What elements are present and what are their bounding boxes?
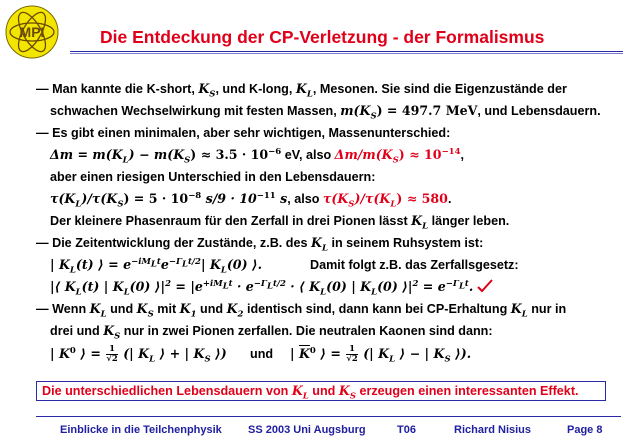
math-expr: ) = 5 · 10 bbox=[123, 191, 189, 206]
connector-und bbox=[250, 344, 273, 364]
superscript: −14 bbox=[441, 146, 461, 157]
math-kl bbox=[295, 81, 313, 100]
fraction-denominator: √2 bbox=[106, 354, 118, 364]
math-ks bbox=[198, 81, 216, 100]
paragraph-cp-conservation bbox=[36, 301, 567, 320]
math-delta-m bbox=[50, 146, 282, 166]
superscript-part: t bbox=[464, 278, 469, 289]
math-expr: (| K bbox=[118, 346, 150, 361]
math-ks bbox=[103, 323, 121, 342]
math-expr: ⟩ = bbox=[315, 346, 346, 361]
subscript: S bbox=[392, 155, 399, 166]
superscript: 2 bbox=[412, 278, 419, 289]
math-symbol: K bbox=[179, 301, 191, 316]
paragraph-neutral-kaons bbox=[50, 323, 493, 342]
math-k0-bar bbox=[290, 344, 472, 365]
superscript: −8 bbox=[188, 190, 202, 201]
math-expr: ) ≈ 580 bbox=[396, 191, 448, 206]
subscript: L bbox=[222, 281, 229, 292]
math-k2 bbox=[226, 301, 244, 320]
subscript: 2 bbox=[237, 309, 244, 320]
math-kl bbox=[89, 301, 107, 320]
superscript: 2 bbox=[165, 278, 171, 289]
superscript-part: −Γ bbox=[445, 278, 459, 289]
math-symbol: K bbox=[198, 81, 210, 96]
superscript-part: +iM bbox=[202, 278, 223, 289]
subscript: L bbox=[149, 354, 156, 365]
superscript: −11 bbox=[256, 190, 276, 201]
math-expr: ) ≈ 10 bbox=[398, 147, 442, 162]
math-symbol: K bbox=[226, 301, 238, 316]
text: drei und bbox=[50, 324, 104, 338]
text: und bbox=[250, 347, 274, 361]
math-k1 bbox=[179, 301, 197, 320]
math-expr: · ⟨ K bbox=[285, 279, 321, 294]
math-expr: ⟩). bbox=[450, 346, 472, 361]
equation-neutral-kaons bbox=[50, 344, 227, 364]
text: erzeugen einen interessanten Effekt. bbox=[355, 384, 579, 398]
logo-text: MPI bbox=[19, 24, 45, 40]
math-expr: ) = 497.7 MeV bbox=[376, 103, 478, 118]
subscript: L bbox=[458, 281, 465, 292]
math-symbol: K bbox=[411, 213, 423, 228]
text: , und Lebensdauern. bbox=[477, 104, 601, 118]
math-expr: Δm/m(K bbox=[334, 147, 393, 162]
math-expr: s bbox=[275, 191, 288, 206]
fraction-numerator: 1 bbox=[106, 345, 118, 355]
text: aber einen riesigen Unterschied in den Lebensdauern: bbox=[50, 170, 376, 184]
subscript: L bbox=[266, 281, 273, 292]
equation-anti-k0 bbox=[290, 344, 471, 364]
paragraph-time-evolution bbox=[36, 235, 484, 254]
math-ks bbox=[338, 383, 356, 402]
math-kl bbox=[510, 301, 528, 320]
text: und bbox=[308, 384, 339, 398]
text: Der kleinere Phasenraum für den Zerfall in drei Pionen lässt bbox=[50, 214, 412, 228]
subscript: S bbox=[348, 199, 355, 210]
superscript-part: t bbox=[156, 256, 161, 267]
subscript: L bbox=[100, 309, 107, 320]
subscript: L bbox=[122, 155, 129, 166]
text: . bbox=[447, 192, 452, 206]
footer-code: T06 bbox=[397, 424, 416, 436]
superscript-part: −iM bbox=[131, 256, 151, 267]
math-expr: (t) | K bbox=[81, 279, 124, 294]
math-expr: | K bbox=[200, 257, 221, 272]
superscript bbox=[253, 278, 286, 292]
math-symbol: K bbox=[136, 301, 148, 316]
math-mass bbox=[340, 103, 478, 122]
math-symbol: $\overline{K}$ bbox=[298, 346, 310, 361]
math-expr: Δm = m(K bbox=[50, 147, 123, 162]
subscript: S bbox=[370, 111, 377, 122]
math-k0 bbox=[50, 344, 227, 365]
math-expr: | K bbox=[50, 257, 70, 272]
subscript: L bbox=[306, 89, 313, 100]
superscript-part: t/2 bbox=[187, 256, 201, 267]
subscript: S bbox=[349, 391, 356, 402]
math-expr: (t) ⟩ = e bbox=[75, 257, 132, 272]
subscript: L bbox=[182, 259, 188, 270]
math-symbol: K bbox=[291, 383, 303, 398]
math-expr: (0) | K bbox=[326, 279, 372, 294]
math-symbol: K bbox=[295, 81, 307, 96]
math-symbol: K bbox=[510, 301, 522, 316]
subscript: L bbox=[220, 265, 227, 276]
subscript: L bbox=[390, 199, 397, 210]
text: — Man kannte die K-short, bbox=[36, 82, 199, 96]
fraction-numerator: 1 bbox=[346, 345, 358, 355]
fraction bbox=[346, 345, 358, 364]
math-expr: (| K bbox=[358, 346, 390, 361]
paragraph-phase-space bbox=[50, 213, 510, 232]
highlight-box bbox=[36, 381, 606, 401]
subscript: S bbox=[184, 155, 191, 166]
subscript: L bbox=[75, 199, 82, 210]
subscript: L bbox=[320, 287, 327, 298]
equation-delta-m bbox=[50, 146, 465, 166]
math-expr: ⟩ = bbox=[75, 346, 106, 361]
math-expr: ) ≈ 3.5 · 10 bbox=[190, 147, 269, 162]
subscript: L bbox=[422, 221, 429, 232]
math-expr: m(K bbox=[340, 103, 371, 118]
superscript bbox=[202, 278, 233, 292]
paragraph-kaon-intro bbox=[36, 81, 567, 100]
math-symbol: K bbox=[103, 323, 115, 338]
title-divider bbox=[70, 51, 623, 52]
page-title: Die Entdeckung der CP-Verletzung - der Formalismus bbox=[100, 27, 545, 47]
math-expr: ) − m(K bbox=[128, 147, 185, 162]
math-tau-ratio bbox=[50, 190, 288, 210]
math-expr: τ(K bbox=[322, 191, 349, 206]
subscript: L bbox=[302, 391, 309, 402]
fraction bbox=[106, 345, 118, 364]
math-expr: ⟩ + | K bbox=[155, 346, 205, 361]
subscript: S bbox=[209, 89, 216, 100]
footer-divider bbox=[36, 416, 621, 417]
superscript-part: t/2 bbox=[272, 278, 286, 289]
subscript: L bbox=[69, 265, 76, 276]
math-kl bbox=[411, 213, 429, 232]
math-expr: s/9 · 10 bbox=[201, 191, 257, 206]
text: nur in bbox=[527, 302, 567, 316]
text: , bbox=[460, 148, 465, 162]
math-kl bbox=[291, 383, 309, 402]
text: — Wenn bbox=[36, 302, 90, 316]
math-symbol: K bbox=[89, 301, 101, 316]
math-expr: ⟩) bbox=[210, 346, 227, 361]
paragraph-mass bbox=[50, 103, 601, 122]
math-expr: )/τ(K bbox=[354, 191, 391, 206]
superscript bbox=[445, 278, 469, 292]
subscript: S bbox=[444, 354, 451, 365]
math-expr: | bbox=[290, 346, 299, 361]
equation-time-evolution bbox=[50, 256, 263, 276]
text: mit bbox=[153, 302, 180, 316]
superscript: 0 bbox=[309, 345, 316, 356]
subscript: 1 bbox=[190, 309, 197, 320]
equation-decay-law bbox=[50, 278, 493, 298]
subscript: L bbox=[123, 287, 130, 298]
text: , und K-long, bbox=[215, 82, 296, 96]
math-kl bbox=[311, 235, 328, 254]
math-expr: ⟩ − | K bbox=[395, 346, 445, 361]
text: identisch sind, dann kann bei CP-Erhaltung bbox=[243, 302, 511, 316]
text: in seinem Ruhsystem ist: bbox=[327, 236, 484, 250]
paragraph-mass-difference bbox=[36, 125, 450, 141]
math-decay-law bbox=[50, 278, 474, 298]
math-expr: (0) ⟩. bbox=[226, 257, 263, 272]
math-expr: (0) ⟩| bbox=[129, 279, 166, 294]
subscript: L bbox=[521, 309, 528, 320]
text: — Es gibt einen minimalen, aber sehr wichtigen, Massenunterschied: bbox=[36, 126, 451, 140]
subscript: L bbox=[389, 354, 396, 365]
paragraph-lifetimes bbox=[50, 169, 375, 185]
superscript-part: t bbox=[228, 278, 233, 289]
math-ks bbox=[136, 301, 154, 320]
math-expr: = |e bbox=[171, 279, 203, 294]
mpi-logo-icon bbox=[4, 4, 60, 60]
subscript: S bbox=[204, 354, 211, 365]
checkmark-icon bbox=[477, 279, 493, 293]
text: länger leben. bbox=[428, 214, 510, 228]
math-relative-mass bbox=[334, 146, 461, 166]
text: und bbox=[106, 302, 137, 316]
superscript: −6 bbox=[268, 146, 282, 157]
footer-page-number: Page 8 bbox=[567, 424, 603, 436]
superscript bbox=[131, 256, 161, 270]
text: — Die Zeitentwicklung der Zustände, z.B. des bbox=[36, 236, 312, 250]
text: schwachen Wechselwirkung mit festen Massen, bbox=[50, 104, 341, 118]
subscript: L bbox=[371, 287, 378, 298]
subscript: L bbox=[75, 287, 82, 298]
text: Damit folgt z.B. das Zerfallsgesetz: bbox=[310, 258, 519, 272]
text: und bbox=[196, 302, 227, 316]
subscript: S bbox=[114, 331, 121, 342]
subscript: L bbox=[150, 259, 157, 270]
fraction-denominator: √2 bbox=[346, 354, 358, 364]
footer-semester: SS 2003 Uni Augsburg bbox=[248, 424, 366, 436]
math-expr: . bbox=[468, 279, 474, 294]
footer-author: Richard Nisius bbox=[454, 424, 532, 436]
math-expr: )/τ(K bbox=[81, 191, 118, 206]
math-expr: (0) ⟩| bbox=[377, 279, 413, 294]
subscript: S bbox=[147, 309, 154, 320]
paragraph-decay-law-intro bbox=[310, 257, 519, 273]
math-expr: e bbox=[160, 257, 169, 272]
text: , also bbox=[287, 192, 323, 206]
equation-lifetime-ratio bbox=[50, 190, 452, 210]
math-expr: | K bbox=[50, 346, 70, 361]
subscript: S bbox=[117, 199, 124, 210]
text: Die unterschiedlichen Lebensdauern von bbox=[42, 384, 292, 398]
math-expr: = e bbox=[418, 279, 446, 294]
text: nur in zwei Pionen zerfallen. Die neutralen Kaonen sind dann: bbox=[120, 324, 493, 338]
math-symbol: K bbox=[338, 383, 350, 398]
text: eV, also bbox=[281, 148, 335, 162]
superscript bbox=[168, 256, 201, 270]
math-tau-ratio-result bbox=[322, 191, 448, 210]
superscript-part: −Γ bbox=[168, 256, 182, 267]
math-expr: τ(K bbox=[50, 191, 76, 206]
math-symbol: K bbox=[311, 235, 322, 250]
superscript: 0 bbox=[69, 345, 76, 356]
math-expr: · e bbox=[232, 279, 254, 294]
math-state-evolution bbox=[50, 256, 263, 276]
title-divider-secondary bbox=[70, 53, 623, 54]
text: , Mesonen. Sie sind die Eigenzustände der bbox=[312, 82, 567, 96]
footer-course: Einblicke in die Teilchenphysik bbox=[60, 424, 222, 436]
math-expr: |⟨ K bbox=[50, 279, 76, 294]
superscript-part: −Γ bbox=[253, 278, 267, 289]
subscript: L bbox=[321, 243, 328, 254]
